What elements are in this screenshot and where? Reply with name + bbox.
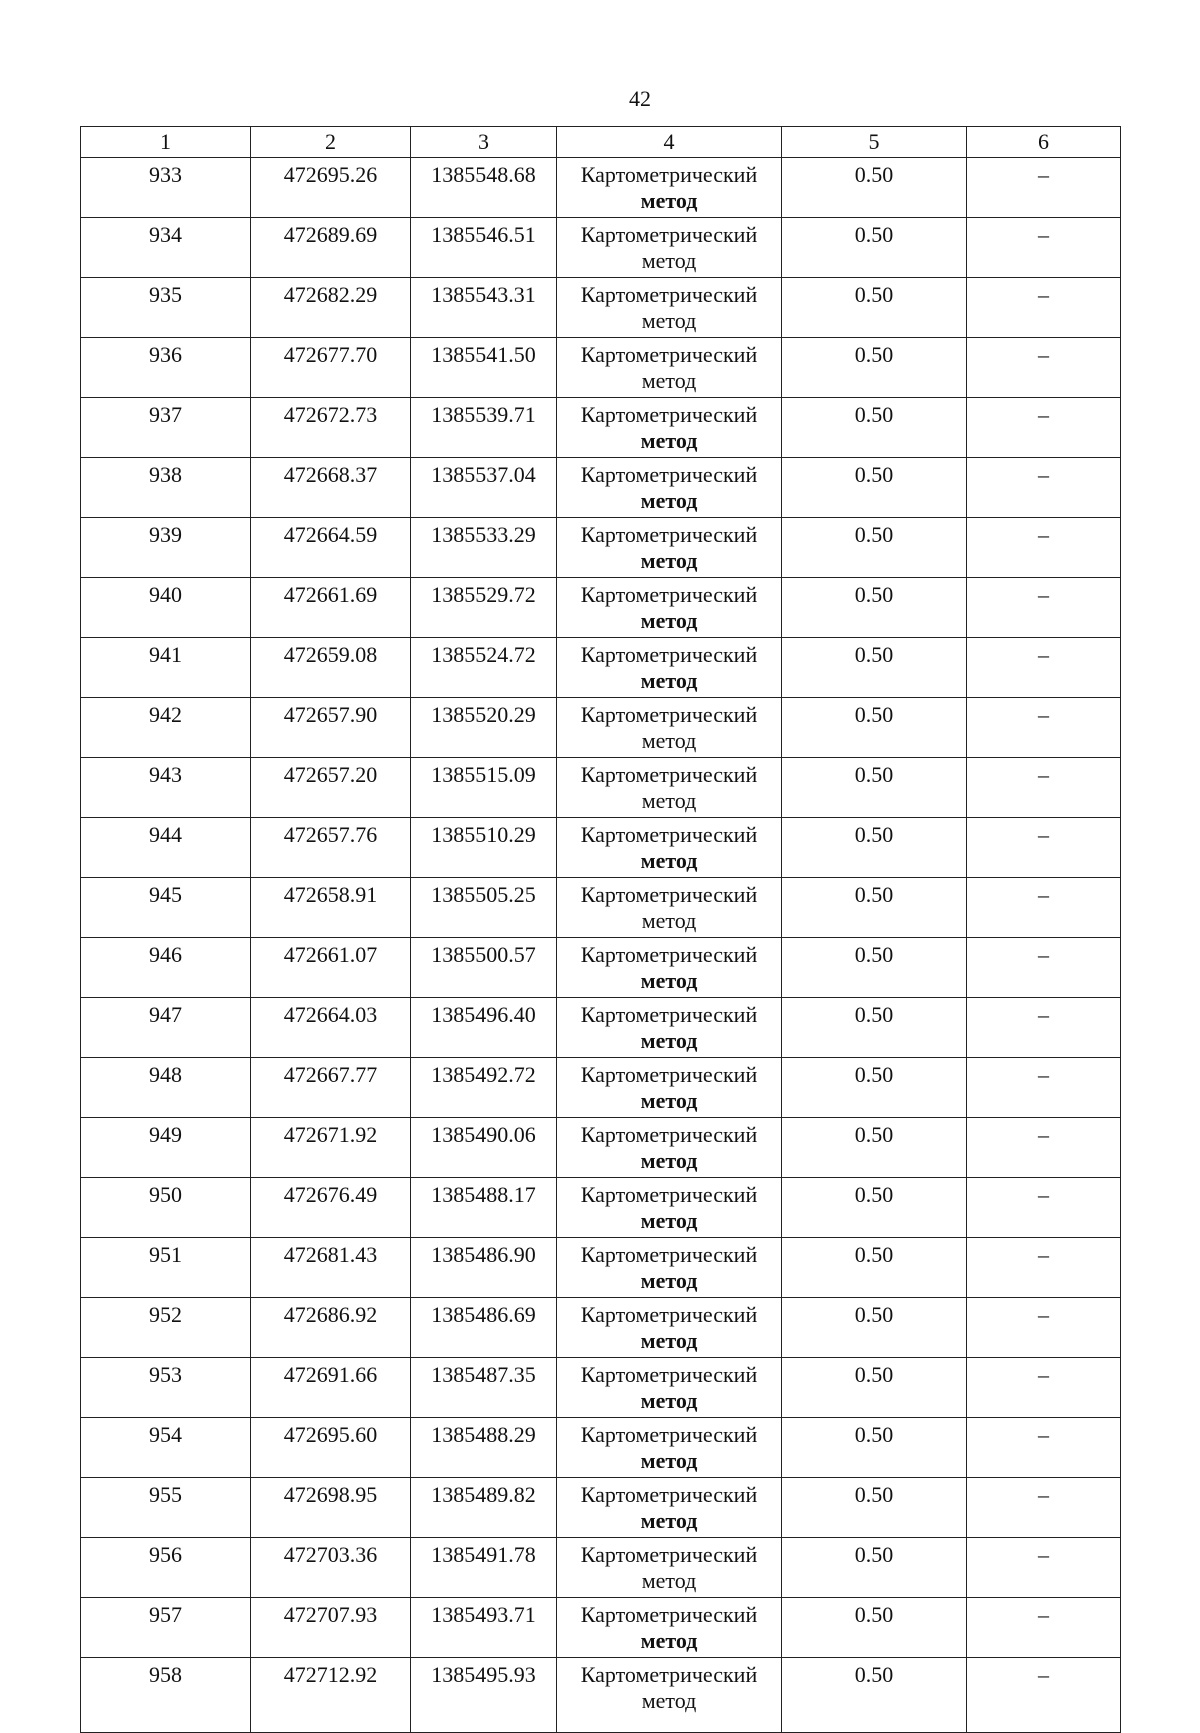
method-line-2: метод [640, 1268, 698, 1293]
method-line-1: Картометрический [580, 402, 758, 427]
x-coordinate-cell: 472657.20 [251, 758, 411, 818]
method-cell [557, 1418, 782, 1478]
accuracy-cell: 0.50 [782, 1238, 967, 1298]
point-number-cell: 952 [81, 1298, 251, 1358]
point-number-cell: 938 [81, 458, 251, 518]
y-coordinate-cell: 1385533.29 [411, 518, 557, 578]
y-coordinate-cell: 1385492.72 [411, 1058, 557, 1118]
table-row [81, 1478, 1121, 1538]
method-line-2: метод [640, 488, 698, 513]
x-coordinate-cell: 472668.37 [251, 458, 411, 518]
accuracy-cell: 0.50 [782, 1538, 967, 1598]
page-number: 42 [629, 86, 651, 111]
note-cell: – [967, 818, 1121, 878]
point-number-cell: 934 [81, 218, 251, 278]
table-row [81, 1238, 1121, 1298]
accuracy-cell: 0.50 [782, 1058, 967, 1118]
header-cell-2: 2 [251, 127, 411, 158]
accuracy-cell: 0.50 [782, 458, 967, 518]
method-cell [557, 578, 782, 638]
x-coordinate-cell: 472695.60 [251, 1418, 411, 1478]
x-coordinate-cell: 472707.93 [251, 1598, 411, 1658]
method-line-1: Картометрический [580, 522, 758, 547]
accuracy-cell: 0.50 [782, 398, 967, 458]
y-coordinate-cell: 1385529.72 [411, 578, 557, 638]
note-cell: – [967, 1538, 1121, 1598]
point-number-cell: 947 [81, 998, 251, 1058]
accuracy-cell: 0.50 [782, 338, 967, 398]
coordinates-table-container [80, 126, 1120, 1733]
accuracy-cell: 0.50 [782, 818, 967, 878]
note-cell: – [967, 578, 1121, 638]
y-coordinate-cell: 1385546.51 [411, 218, 557, 278]
x-coordinate-cell: 472689.69 [251, 218, 411, 278]
y-coordinate-cell: 1385548.68 [411, 158, 557, 218]
method-line-1: Картометрический [580, 342, 758, 367]
accuracy-cell: 0.50 [782, 938, 967, 998]
method-line-1: Картометрический [580, 1122, 758, 1147]
header-cell-5: 5 [782, 127, 967, 158]
x-coordinate-cell: 472661.07 [251, 938, 411, 998]
method-cell [557, 938, 782, 998]
method-line-1: Картометрический [580, 1242, 758, 1267]
note-cell: – [967, 938, 1121, 998]
x-coordinate-cell: 472698.95 [251, 1478, 411, 1538]
method-line-2: метод [640, 1028, 698, 1053]
method-cell [557, 998, 782, 1058]
accuracy-cell: 0.50 [782, 1118, 967, 1178]
point-number-cell: 957 [81, 1598, 251, 1658]
point-number-cell: 951 [81, 1238, 251, 1298]
coordinates-table [80, 126, 1121, 1733]
method-line-1: Картометрический [580, 462, 758, 487]
point-number-cell: 936 [81, 338, 251, 398]
table-row [81, 218, 1121, 278]
header-cell-1: 1 [81, 127, 251, 158]
method-cell [557, 638, 782, 698]
table-row [81, 818, 1121, 878]
point-number-cell: 954 [81, 1418, 251, 1478]
method-cell [557, 518, 782, 578]
note-cell: – [967, 878, 1121, 938]
accuracy-cell: 0.50 [782, 1178, 967, 1238]
method-line-2: метод [640, 608, 698, 633]
y-coordinate-cell: 1385520.29 [411, 698, 557, 758]
note-cell: – [967, 218, 1121, 278]
accuracy-cell: 0.50 [782, 278, 967, 338]
table-row [81, 698, 1121, 758]
note-cell: – [967, 1118, 1121, 1178]
point-number-cell: 956 [81, 1538, 251, 1598]
method-cell [557, 1238, 782, 1298]
table-row [81, 278, 1121, 338]
table-row [81, 1658, 1121, 1733]
method-line-2: метод [641, 1688, 697, 1713]
y-coordinate-cell: 1385487.35 [411, 1358, 557, 1418]
method-line-2: метод [641, 788, 697, 813]
method-line-1: Картометрический [580, 642, 758, 667]
table-row [81, 998, 1121, 1058]
x-coordinate-cell: 472664.03 [251, 998, 411, 1058]
method-line-1: Картометрический [580, 822, 758, 847]
note-cell: – [967, 1658, 1121, 1733]
y-coordinate-cell: 1385539.71 [411, 398, 557, 458]
method-cell [557, 1478, 782, 1538]
x-coordinate-cell: 472658.91 [251, 878, 411, 938]
method-cell [557, 1598, 782, 1658]
point-number-cell: 937 [81, 398, 251, 458]
y-coordinate-cell: 1385495.93 [411, 1658, 557, 1733]
y-coordinate-cell: 1385541.50 [411, 338, 557, 398]
y-coordinate-cell: 1385486.90 [411, 1238, 557, 1298]
y-coordinate-cell: 1385543.31 [411, 278, 557, 338]
method-line-1: Картометрический [580, 582, 758, 607]
method-line-1: Картометрический [580, 882, 758, 907]
accuracy-cell: 0.50 [782, 1598, 967, 1658]
note-cell: – [967, 1238, 1121, 1298]
note-cell: – [967, 698, 1121, 758]
method-cell [557, 398, 782, 458]
method-line-1: Картометрический [580, 1602, 758, 1627]
x-coordinate-cell: 472657.76 [251, 818, 411, 878]
accuracy-cell: 0.50 [782, 1658, 967, 1733]
point-number-cell: 945 [81, 878, 251, 938]
x-coordinate-cell: 472682.29 [251, 278, 411, 338]
table-row [81, 338, 1121, 398]
table-row [81, 1358, 1121, 1418]
x-coordinate-cell: 472659.08 [251, 638, 411, 698]
x-coordinate-cell: 472691.66 [251, 1358, 411, 1418]
note-cell: – [967, 1058, 1121, 1118]
method-line-2: метод [640, 188, 698, 213]
method-cell [557, 1358, 782, 1418]
method-line-1: Картометрический [580, 1002, 758, 1027]
method-line-2: метод [640, 1148, 698, 1173]
y-coordinate-cell: 1385510.29 [411, 818, 557, 878]
method-cell [557, 218, 782, 278]
point-number-cell: 958 [81, 1658, 251, 1733]
note-cell: – [967, 458, 1121, 518]
method-line-2: метод [641, 308, 697, 333]
point-number-cell: 949 [81, 1118, 251, 1178]
accuracy-cell: 0.50 [782, 1478, 967, 1538]
point-number-cell: 933 [81, 158, 251, 218]
point-number-cell: 939 [81, 518, 251, 578]
x-coordinate-cell: 472676.49 [251, 1178, 411, 1238]
y-coordinate-cell: 1385486.69 [411, 1298, 557, 1358]
table-row [81, 518, 1121, 578]
method-line-2: метод [640, 1208, 698, 1233]
note-cell: – [967, 998, 1121, 1058]
note-cell: – [967, 1598, 1121, 1658]
x-coordinate-cell: 472677.70 [251, 338, 411, 398]
accuracy-cell: 0.50 [782, 1418, 967, 1478]
method-line-1: Картометрический [580, 1542, 758, 1567]
y-coordinate-cell: 1385537.04 [411, 458, 557, 518]
method-line-2: метод [640, 548, 698, 573]
method-cell [557, 1298, 782, 1358]
x-coordinate-cell: 472681.43 [251, 1238, 411, 1298]
table-row [81, 638, 1121, 698]
table-row [81, 878, 1121, 938]
method-cell [557, 698, 782, 758]
y-coordinate-cell: 1385505.25 [411, 878, 557, 938]
method-line-1: Картометрический [580, 282, 758, 307]
method-cell [557, 458, 782, 518]
table-row [81, 1058, 1121, 1118]
y-coordinate-cell: 1385488.29 [411, 1418, 557, 1478]
table-row [81, 1538, 1121, 1598]
method-line-1: Картометрический [580, 1302, 758, 1327]
x-coordinate-cell: 472667.77 [251, 1058, 411, 1118]
table-row [81, 1298, 1121, 1358]
x-coordinate-cell: 472661.69 [251, 578, 411, 638]
x-coordinate-cell: 472703.36 [251, 1538, 411, 1598]
table-row [81, 1598, 1121, 1658]
table-row [81, 1418, 1121, 1478]
method-cell [557, 878, 782, 938]
note-cell: – [967, 1178, 1121, 1238]
header-cell-4: 4 [557, 127, 782, 158]
method-cell [557, 758, 782, 818]
method-line-1: Картометрический [580, 1362, 758, 1387]
method-line-1: Картометрический [580, 1422, 758, 1447]
method-line-1: Картометрический [580, 162, 758, 187]
table-header [81, 127, 1121, 158]
note-cell: – [967, 758, 1121, 818]
y-coordinate-cell: 1385496.40 [411, 998, 557, 1058]
header-cell-3: 3 [411, 127, 557, 158]
method-line-2: метод [640, 1328, 698, 1353]
note-cell: – [967, 338, 1121, 398]
accuracy-cell: 0.50 [782, 698, 967, 758]
method-line-2: метод [640, 1388, 698, 1413]
point-number-cell: 941 [81, 638, 251, 698]
table-row [81, 158, 1121, 218]
method-line-2: метод [640, 428, 698, 453]
y-coordinate-cell: 1385490.06 [411, 1118, 557, 1178]
accuracy-cell: 0.50 [782, 878, 967, 938]
table-row [81, 938, 1121, 998]
table-row [81, 398, 1121, 458]
method-cell [557, 1178, 782, 1238]
y-coordinate-cell: 1385488.17 [411, 1178, 557, 1238]
method-cell [557, 1058, 782, 1118]
accuracy-cell: 0.50 [782, 638, 967, 698]
method-cell [557, 818, 782, 878]
accuracy-cell: 0.50 [782, 518, 967, 578]
x-coordinate-cell: 472671.92 [251, 1118, 411, 1178]
method-cell [557, 1658, 782, 1733]
method-cell [557, 278, 782, 338]
y-coordinate-cell: 1385524.72 [411, 638, 557, 698]
point-number-cell: 944 [81, 818, 251, 878]
note-cell: – [967, 518, 1121, 578]
accuracy-cell: 0.50 [782, 218, 967, 278]
point-number-cell: 943 [81, 758, 251, 818]
point-number-cell: 946 [81, 938, 251, 998]
y-coordinate-cell: 1385500.57 [411, 938, 557, 998]
accuracy-cell: 0.50 [782, 1298, 967, 1358]
x-coordinate-cell: 472657.90 [251, 698, 411, 758]
table-row [81, 458, 1121, 518]
method-line-1: Картометрический [580, 702, 758, 727]
method-line-1: Картометрический [580, 222, 758, 247]
accuracy-cell: 0.50 [782, 1358, 967, 1418]
method-line-2: метод [641, 248, 697, 273]
table-row [81, 578, 1121, 638]
method-line-1: Картометрический [580, 1662, 758, 1687]
y-coordinate-cell: 1385515.09 [411, 758, 557, 818]
y-coordinate-cell: 1385493.71 [411, 1598, 557, 1658]
x-coordinate-cell: 472695.26 [251, 158, 411, 218]
point-number-cell: 953 [81, 1358, 251, 1418]
table-row [81, 758, 1121, 818]
point-number-cell: 942 [81, 698, 251, 758]
point-number-cell: 948 [81, 1058, 251, 1118]
method-line-2: метод [641, 1568, 697, 1593]
note-cell: – [967, 1298, 1121, 1358]
point-number-cell: 955 [81, 1478, 251, 1538]
y-coordinate-cell: 1385489.82 [411, 1478, 557, 1538]
method-line-2: метод [640, 848, 698, 873]
note-cell: – [967, 638, 1121, 698]
method-cell [557, 338, 782, 398]
method-line-2: метод [640, 1628, 698, 1653]
note-cell: – [967, 1358, 1121, 1418]
note-cell: – [967, 278, 1121, 338]
header-cell-6: 6 [967, 127, 1121, 158]
y-coordinate-cell: 1385491.78 [411, 1538, 557, 1598]
method-line-2: метод [640, 968, 698, 993]
table-row [81, 1178, 1121, 1238]
method-cell [557, 1118, 782, 1178]
table-row [81, 1118, 1121, 1178]
table-body [81, 158, 1121, 1733]
method-line-1: Картометрический [580, 1182, 758, 1207]
x-coordinate-cell: 472712.92 [251, 1658, 411, 1733]
point-number-cell: 940 [81, 578, 251, 638]
method-line-1: Картометрический [580, 1482, 758, 1507]
method-line-2: метод [641, 908, 697, 933]
x-coordinate-cell: 472686.92 [251, 1298, 411, 1358]
note-cell: – [967, 1418, 1121, 1478]
point-number-cell: 935 [81, 278, 251, 338]
x-coordinate-cell: 472664.59 [251, 518, 411, 578]
point-number-cell: 950 [81, 1178, 251, 1238]
accuracy-cell: 0.50 [782, 758, 967, 818]
method-cell [557, 158, 782, 218]
method-line-2: метод [640, 1088, 698, 1113]
note-cell: – [967, 1478, 1121, 1538]
method-line-2: метод [640, 668, 698, 693]
header-row [81, 127, 1121, 158]
method-line-1: Картометрический [580, 762, 758, 787]
accuracy-cell: 0.50 [782, 158, 967, 218]
method-line-1: Картометрический [580, 942, 758, 967]
note-cell: – [967, 398, 1121, 458]
method-cell [557, 1538, 782, 1598]
method-line-2: метод [640, 1508, 698, 1533]
method-line-2: метод [640, 1448, 698, 1473]
note-cell: – [967, 158, 1121, 218]
method-line-2: метод [641, 368, 697, 393]
accuracy-cell: 0.50 [782, 578, 967, 638]
method-line-2: метод [641, 728, 697, 753]
accuracy-cell: 0.50 [782, 998, 967, 1058]
x-coordinate-cell: 472672.73 [251, 398, 411, 458]
method-line-1: Картометрический [580, 1062, 758, 1087]
